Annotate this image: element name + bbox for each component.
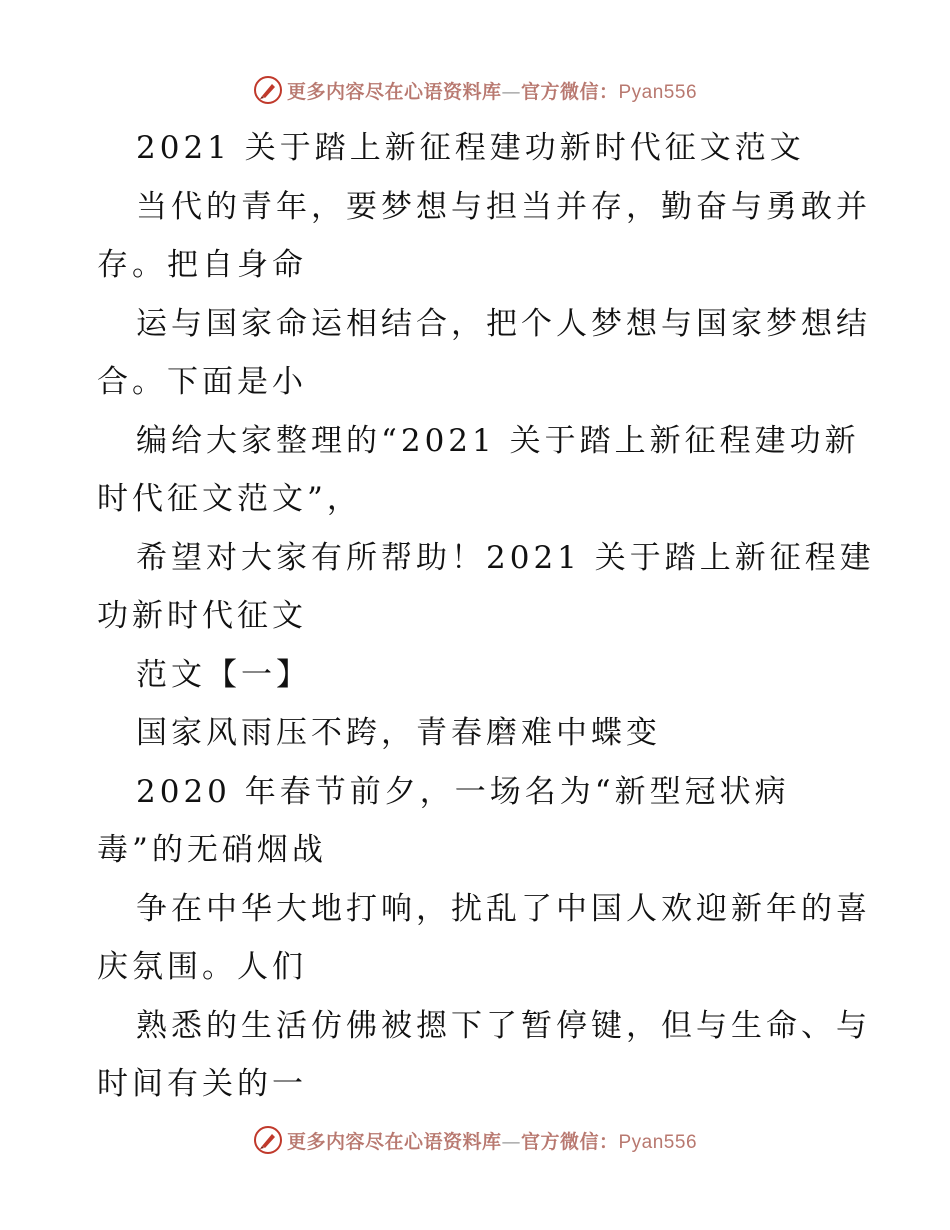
paragraph-line: 存。把自身命 [97, 247, 307, 283]
pen-nib-logo-icon [253, 1125, 283, 1155]
pen-nib-logo-icon [253, 75, 283, 105]
watermark-wechat-id: Pyan556 [618, 1131, 698, 1153]
watermark-separator: — [501, 80, 521, 103]
watermark-wechat-id: Pyan556 [618, 81, 698, 103]
paragraph-line: 时代征文范文”， [97, 481, 362, 517]
paragraph-line: 时间有关的一 [97, 1066, 307, 1102]
paragraph-line: 熟悉的生活仿佛被摁下了暂停键，但与生命、与 [136, 1008, 871, 1044]
section-subtitle: 国家风雨压不跨，青春磨难中蝶变 [136, 715, 661, 751]
paragraph-line: 争在中华大地打响，扰乱了中国人欢迎新年的喜 [136, 891, 871, 927]
watermark-text [287, 77, 697, 104]
watermark-text [287, 1127, 697, 1154]
paragraph-line: 庆氛围。人们 [97, 949, 307, 985]
watermark-separator: — [501, 1130, 521, 1153]
paragraph-line: 希望对大家有所帮助！2021 关于踏上新征程建 [136, 540, 875, 576]
watermark-wx-label: 官方微信： [520, 1130, 619, 1153]
paragraph-line: 功新时代征文 [97, 598, 307, 634]
paragraph-line: 2020 年春节前夕，一场名为“新型冠状病 [136, 774, 790, 810]
paragraph-line: 当代的青年，要梦想与担当并存，勤奋与勇敢并 [136, 189, 871, 225]
paragraph-line: 合。下面是小 [97, 364, 307, 400]
section-heading: 范文【一】 [136, 657, 311, 693]
watermark-text-cn: 更多内容尽在心语资料库 [286, 80, 502, 103]
paragraph-line: 编给大家整理的“2021 关于踏上新征程建功新 [136, 423, 860, 459]
watermark-banner-bottom [0, 1120, 950, 1160]
watermark-text-cn: 更多内容尽在心语资料库 [286, 1130, 502, 1153]
watermark-banner-top [0, 70, 950, 110]
document-title: 2021 关于踏上新征程建功新时代征文范文 [136, 130, 805, 166]
watermark-wx-label: 官方微信： [520, 80, 619, 103]
paragraph-line: 毒”的无硝烟战 [97, 832, 327, 868]
paragraph-line: 运与国家命运相结合，把个人梦想与国家梦想结 [136, 306, 871, 342]
